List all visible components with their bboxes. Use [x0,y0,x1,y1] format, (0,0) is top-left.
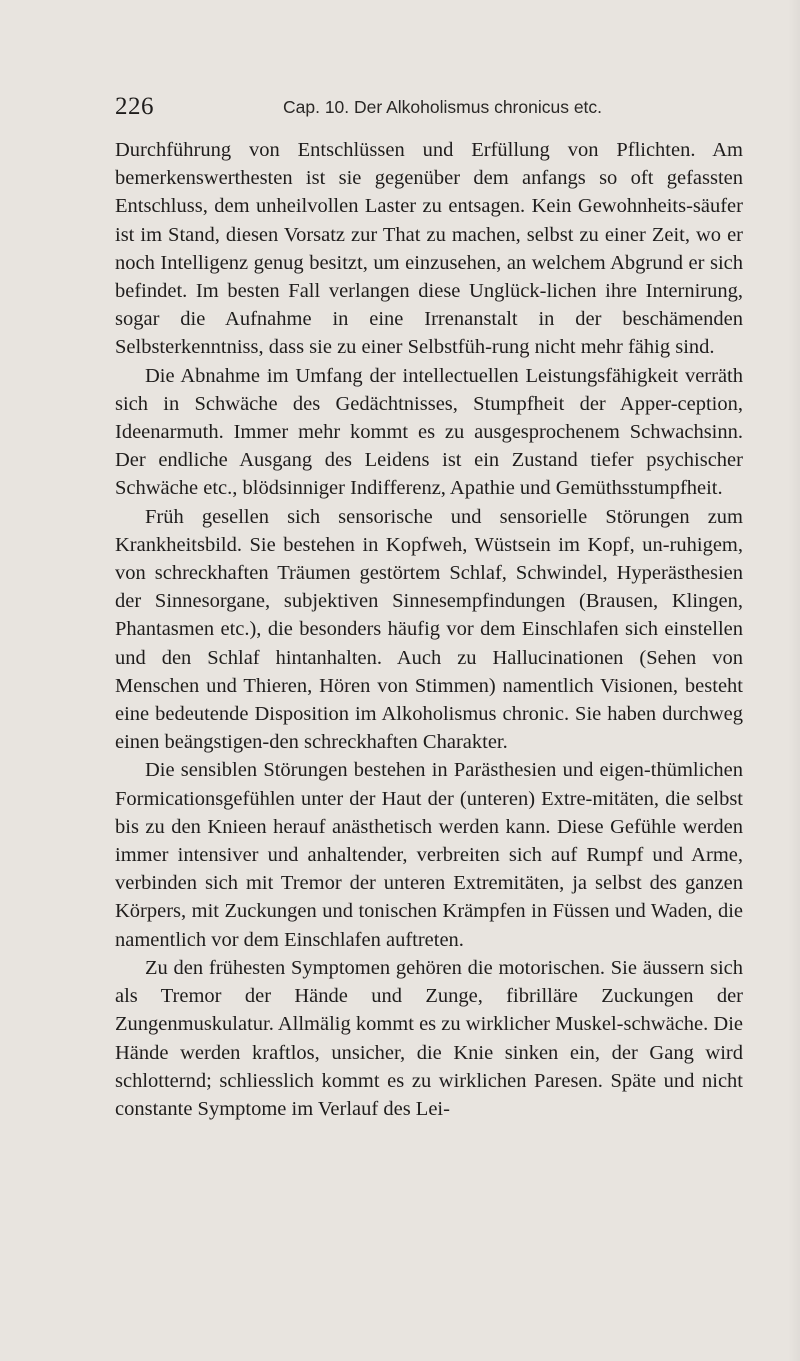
paragraph: Zu den frühesten Symptomen gehören die motorischen. Sie äussern sich als Tremor der Hände und Zunge, fibrilläre Zuckungen der Zungenmuskulatur. Allmälig kommt es zu wirklicher Muskel-schwäche. Die Hände werden kraftlos, unsicher, die Knie sinken ein, der Gang wird schlotternd; schliesslich kommt es zu wirklichen Paresen. Späte und nicht constante Symptome im Verlauf des Lei- [115,956,743,1120]
paragraph: Die sensiblen Störungen bestehen in Parästhesien und eigen-thümlichen Formicationsgefühlen unter der Haut der (unteren) Extre-mitäten, die selbst bis zu den Knieen herauf anästhetisch werden kann. Diese Gefühle werden immer intensiver und anhaltender, verbreiten sich auf Rumpf und Arme, verbinden sich mit Tremor der unteren Extremitäten, ja selbst des ganzen Körpers, mit Zuckungen und tonischen Krämpfen in Füssen und Waden, die namentlich vor dem Einschlafen auftreten. [115,759,743,951]
paragraph: Die Abnahme im Umfang der intellectuellen Leistungsfähigkeit verräth sich in Schwäche des Gedächtnisses, Stumpfheit der Apper-ception, Ideenarmuth. Immer mehr kommt es zu ausgesprochenem Schwachsinn. Der endliche Ausgang des Leidens ist ein Zustand tiefer psychischer Schwäche etc., blödsinniger Indifferenz, Apathie und Gemüthsstumpfheit. [115,364,743,500]
body-text [115,136,743,1123]
page-number: 226 [115,93,154,120]
page-header [115,92,755,124]
page-edge-shadow [788,0,800,1361]
running-head: Cap. 10. Der Alkoholismus chronicus etc. [283,97,603,117]
paragraph: Durchführung von Entschlüssen und Erfüllung von Pflichten. Am bemerkenswerthesten ist sie gegenüber dem anfangs so oft gefassten Entschluss, dem unheilvollen Laster zu entsagen. Kein Gewohnheits-säufer ist im Stand, diesen Vorsatz zur That zu machen, selbst zu einer Zeit, wo er noch Intelligenz genug besitzt, um einzusehen, an welchem Abgrund er sich befindet. Im besten Fall verlangen diese Unglück-lichen ihre Internirung, sogar die Aufnahme in eine Irrenanstalt in der beschämenden Selbsterkenntniss, dass sie zu einer Selbstfüh-rung nicht mehr fähig sind. [115,139,743,359]
paragraph: Früh gesellen sich sensorische und sensorielle Störungen zum Krankheitsbild. Sie bestehen in Kopfweh, Wüstsein im Kopf, un-ruhigem, von schreckhaften Träumen gestörtem Schlaf, Schwindel, Hyperästhesien der Sinnesorgane, subjektiven Sinnesempfindungen (Brausen, Klingen, Phantasmen etc.), die besonders häufig vor dem Einschlafen sich einstellen und den Schlaf hintanhalten. Auch zu Hallucinationen (Sehen von Menschen und Thieren, Hören von Stimmen) namentlich Visionen, besteht eine bedeutende Disposition im Alkoholismus chronic. Sie haben durchweg einen beängstigen-den schreckhaften Charakter. [115,505,743,754]
